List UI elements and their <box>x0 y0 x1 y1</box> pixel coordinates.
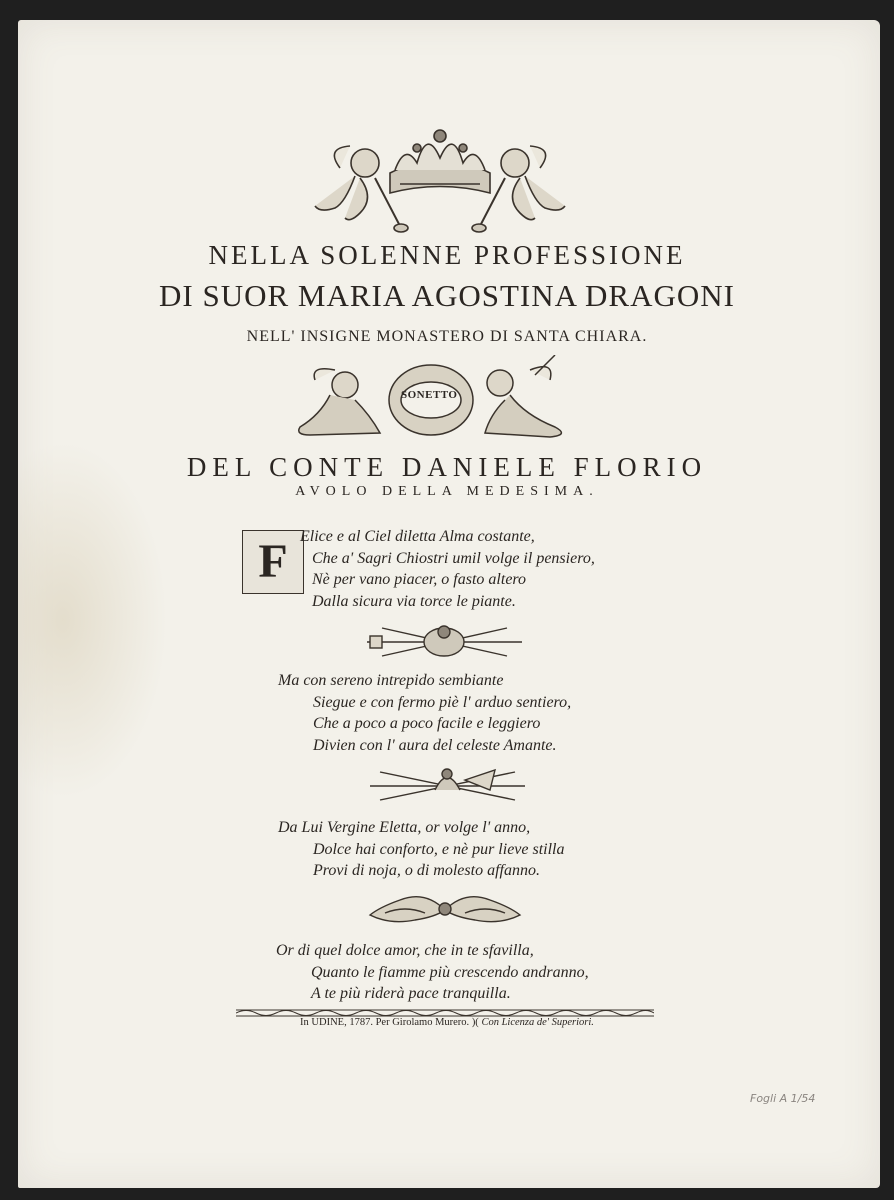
verse-line: Siegue e con fermo piè l' arduo sentiero, <box>313 693 572 711</box>
imprint-line <box>0 1017 894 1028</box>
author-line-1: DEL CONTE DANIELE FLORIO <box>186 452 708 482</box>
trophy-ornament-2 <box>365 760 530 808</box>
stanza-4 <box>276 940 589 1005</box>
imprint-separator: )( <box>469 1017 482 1028</box>
dropcap-letter: F <box>258 535 288 588</box>
verse-line: Nè per vano piacer, o fasto altero <box>312 571 527 588</box>
title-line-2: DI SUOR MARIA AGOSTINA DRAGONI <box>159 278 735 313</box>
imprint-text: In UDINE, 1787. Per Girolamo Murero. <box>300 1017 470 1028</box>
dropcap-box <box>242 530 304 594</box>
verse-line: Divien con l' aura del celeste Amante. <box>313 736 557 754</box>
verse-line: Che a' Sagri Chiostri umil volge il pensiero, <box>312 549 595 567</box>
title-line-3: NELL' INSIGNE MONASTERO DI SANTA CHIARA. <box>246 328 648 345</box>
foliage-ornament <box>365 885 525 933</box>
verse-line: Or di quel dolce amor, che in te sfavilla, <box>276 942 534 959</box>
shelfmark: Fogli A 1/54 <box>750 1092 816 1105</box>
author-line-2: AVOLO DELLA MEDESIMA. <box>295 484 599 499</box>
sonetto-label: SONETTO <box>401 389 458 401</box>
stanza-2 <box>278 670 571 756</box>
verse-line: Dalla sicura via torce le piante. <box>312 592 516 610</box>
verse-line: Dolce hai conforto, e nè pur lieve stilla <box>313 840 565 858</box>
verse-line: Quanto le fiamme più crescendo andranno, <box>311 963 589 981</box>
stanza-1 <box>300 526 595 612</box>
title-line-1: NELLA SOLENNE PROFESSIONE <box>208 240 686 270</box>
trophy-ornament-1 <box>362 618 527 666</box>
verse-line: Provi di noja, o di molesto affanno. <box>313 862 540 879</box>
verse-line: Da Lui Vergine Eletta, or volge l' anno, <box>278 819 531 836</box>
imprint-license: Con Licenza de' Superiori. <box>481 1017 594 1028</box>
verse-line: A te più riderà pace tranquilla. <box>311 985 511 1002</box>
verse-line: Elice e al Ciel diletta Alma costante, <box>300 528 535 545</box>
crown-cherubs-ornament <box>305 118 575 236</box>
verse-line: Ma con sereno intrepido sembiante <box>278 672 504 689</box>
stanza-3 <box>278 817 565 882</box>
verse-line: Che a poco a poco facile e leggiero <box>313 715 541 732</box>
